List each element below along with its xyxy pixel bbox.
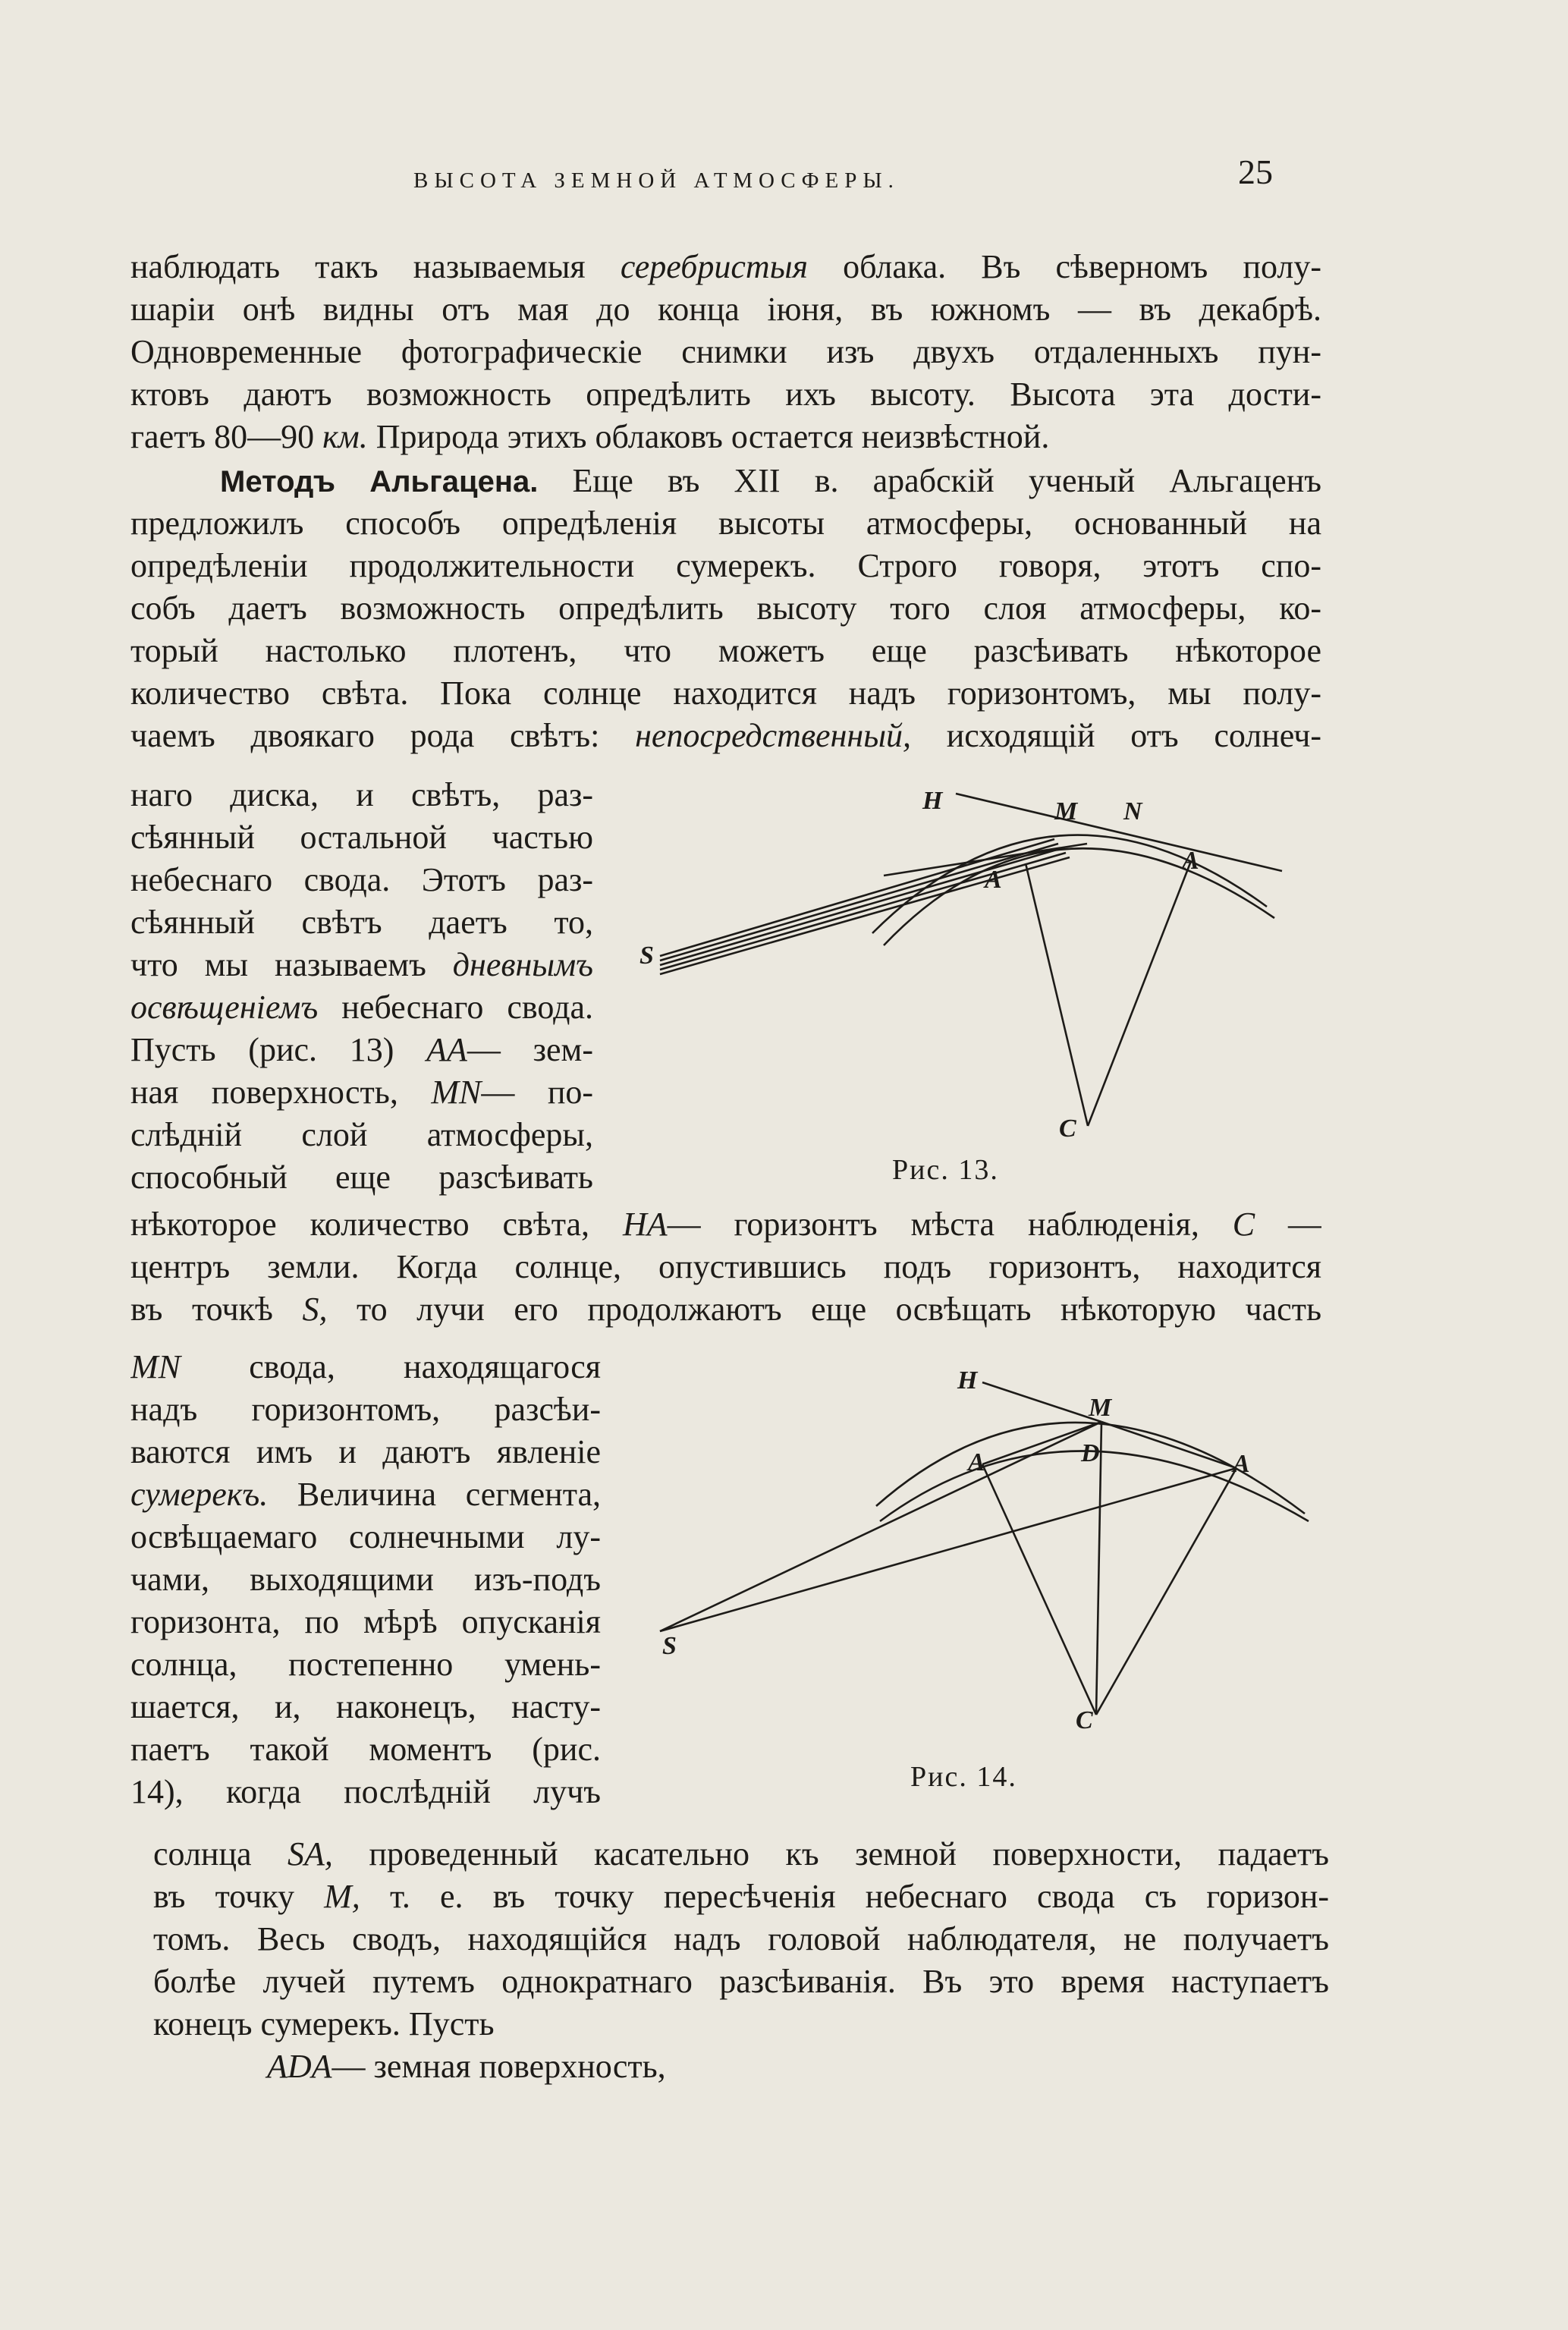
paragraph-final <box>153 1833 1329 2088</box>
text-line: предложилъ способъ опредѣленія высоты атмосферы, основанный на <box>130 505 1321 542</box>
text-line: шается, и, наконецъ, насту- <box>130 1688 601 1725</box>
figure-13-caption: Рис. 13. <box>892 1154 999 1186</box>
text-line: Методъ Альгацена. Еще въ XII в. арабскій ученый Альгаценъ <box>220 462 1321 499</box>
text-line: количество свѣта. Пока солнце находится надъ горизонтомъ, мы полу- <box>130 674 1321 712</box>
text-line: 14), когда послѣдній лучъ <box>130 1773 601 1810</box>
text-line: солнца, постепенно умень- <box>130 1646 601 1683</box>
text-line: что мы называемъ дневнымъ <box>130 946 593 983</box>
label-N: N <box>1123 797 1142 825</box>
text-line: ная поверхность, MN— по- <box>130 1074 593 1111</box>
earth-surface-arc <box>884 848 1274 945</box>
figure-13 <box>630 766 1312 1206</box>
text-line: небеснаго свода. Этотъ раз- <box>130 861 593 898</box>
text-line: въ точку M, т. е. въ точку пересѣченія небеснаго свода съ горизон- <box>153 1878 1329 1915</box>
text-line: болѣе лучей путемъ однократнаго разсѣиванія. Въ это время наступаетъ <box>153 1963 1329 2000</box>
figure-14-diagram <box>637 1358 1320 1798</box>
text-column-fig14 <box>130 1346 601 1813</box>
text-line: собъ даетъ возможность опредѣлить высоту того слоя атмосферы, ко- <box>130 590 1321 627</box>
horizon-line <box>982 1382 1101 1422</box>
radius-line-left <box>1026 863 1088 1126</box>
text-line: гаетъ 80—90 км. Природа этихъ облаковъ остается неизвѣстной. <box>130 418 1050 455</box>
label-D: D <box>1081 1439 1100 1467</box>
text-line: томъ. Весь сводъ, находящійся надъ головой наблюдателя, не получаетъ <box>153 1920 1329 1957</box>
text-line: торый настолько плотенъ, что можетъ еще разсѣивать нѣкоторое <box>130 632 1321 669</box>
radius-line-right <box>1096 1468 1236 1715</box>
label-C: C <box>1059 1115 1076 1143</box>
text-line: въ точкѣ S, то лучи его продолжаютъ еще освѣщать нѣкоторую часть <box>130 1291 1321 1328</box>
page-header <box>0 152 1568 212</box>
text-line: сумерекъ. Величина сегмента, <box>130 1476 601 1513</box>
label-A-right: A <box>1233 1450 1250 1478</box>
page-number: 25 <box>1238 153 1273 191</box>
paragraph-alhazen-method <box>130 460 1321 757</box>
ray-SA <box>660 1468 1236 1631</box>
text-line: надъ горизонтомъ, разсѣи- <box>130 1391 601 1428</box>
text-line: горизонта, по мѣрѣ опусканія <box>130 1603 601 1640</box>
label-M: M <box>1089 1394 1112 1422</box>
text-line: солнца SA, проведенный касательно къ земной поверхности, падаетъ <box>153 1835 1329 1872</box>
text-line: наго диска, и свѣтъ, раз- <box>130 776 593 813</box>
text-line: сѣянный остальной частью <box>130 819 593 856</box>
label-A-left: A <box>985 866 1002 894</box>
text-line: конецъ сумерекъ. Пусть <box>153 2005 495 2042</box>
text-line: Пусть (рис. 13) AA— зем- <box>130 1031 593 1068</box>
ray-SM <box>660 1422 1101 1631</box>
label-M: M <box>1054 797 1078 825</box>
label-S: S <box>639 942 654 970</box>
paragraph-continued <box>130 1203 1321 1331</box>
figure-14-caption: Рис. 14. <box>910 1761 1017 1793</box>
text-line: чами, выходящими изъ-подъ <box>130 1561 601 1598</box>
text-line: сѣянный свѣтъ даетъ то, <box>130 904 593 941</box>
section-heading: Методъ Альгацена. <box>220 465 539 498</box>
text-line: паетъ такой моментъ (рис. <box>130 1731 601 1768</box>
label-H: H <box>957 1366 978 1395</box>
text-line: MN свода, находящагося <box>130 1348 601 1385</box>
text-line: освѣщеніемъ небеснаго свода. <box>130 989 593 1026</box>
radius-line-right <box>1088 861 1191 1126</box>
text-line: чаемъ двоякаго рода свѣтъ: непосредственный, исходящій отъ солнеч- <box>130 717 1321 754</box>
running-title: ВЫСОТА ЗЕМНОЙ АТМОСФЕРЫ. <box>413 168 900 193</box>
text-line: освѣщаемаго солнечными лу- <box>130 1518 601 1555</box>
label-C: C <box>1076 1706 1093 1734</box>
label-A-left: A <box>968 1448 985 1476</box>
text-line: наблюдать такъ называемыя серебристыя облака. Въ сѣверномъ полу- <box>130 248 1321 285</box>
label-S: S <box>662 1632 677 1660</box>
figure-13-diagram <box>630 766 1312 1206</box>
text-line: Одновременные фотографическіе снимки изъ двухъ отдаленныхъ пун- <box>130 333 1321 370</box>
text-line: центръ земли. Когда солнце, опустившись подъ горизонтъ, находится <box>130 1248 1321 1285</box>
text-line: способный еще разсѣивать <box>130 1159 593 1196</box>
text-column-fig13 <box>130 774 593 1199</box>
text-line: слѣдній слой атмосферы, <box>130 1116 593 1153</box>
text-line: опредѣленіи продолжительности сумерекъ. Строго говоря, этотъ спо- <box>130 547 1321 584</box>
paragraph-noctilucent-clouds <box>130 246 1321 458</box>
label-H: H <box>922 787 943 815</box>
text-line: шаріи онѣ видны отъ мая до конца іюня, въ южномъ — въ декабрѣ. <box>130 291 1321 328</box>
text-line: ктовъ даютъ возможность опредѣлить ихъ высоту. Высота эта дости- <box>130 376 1321 413</box>
figure-14 <box>637 1358 1320 1798</box>
text-line: ваются имъ и даютъ явленіе <box>130 1433 601 1470</box>
label-A-right: A <box>1182 847 1199 875</box>
radius-line-left <box>982 1464 1096 1715</box>
italic-term: серебристыя <box>620 248 808 285</box>
text-line: ADA— земная поверхность, <box>267 2048 666 2085</box>
text-line: нѣкоторое количество свѣта, HA— горизонтъ мѣста наблюденія, C — <box>130 1206 1321 1243</box>
